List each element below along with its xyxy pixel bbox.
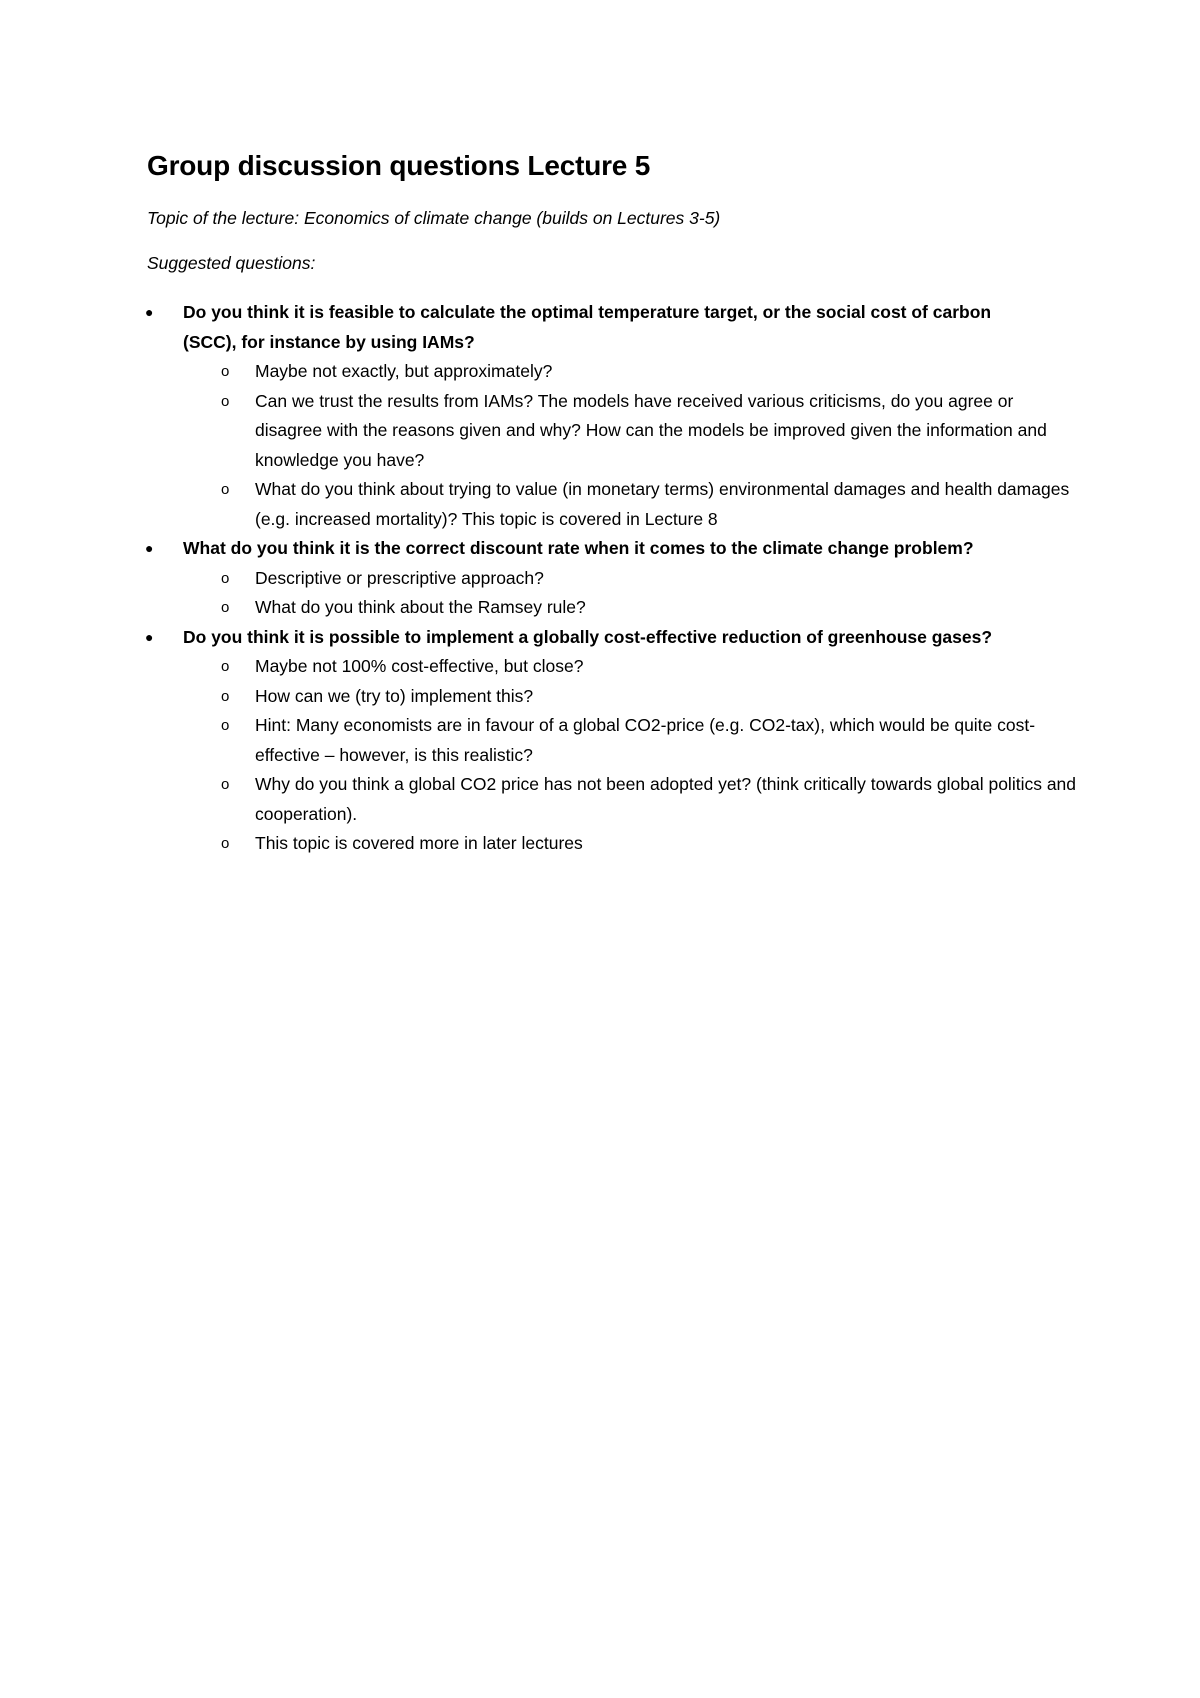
document-title: Group discussion questions Lecture 5 [147, 150, 651, 181]
sub-question-item [147, 829, 1077, 859]
bullet-icon: ● [145, 540, 154, 556]
lecture-topic: Topic of the lecture: Economics of climate change (builds on Lectures 3-5) [147, 208, 721, 228]
question-item-2 [147, 534, 1077, 623]
circle-bullet-icon: o [221, 481, 230, 498]
circle-bullet-icon: o [221, 392, 230, 410]
sub-question-text: What do you think about the Ramsey rule? [255, 597, 586, 617]
circle-bullet-icon: o [221, 363, 230, 380]
sub-question-text: Descriptive or prescriptive approach? [255, 567, 544, 588]
sub-question-item [147, 682, 1077, 712]
question-item-3 [147, 623, 1077, 859]
circle-bullet-icon: o [221, 658, 230, 675]
sub-question-text: Hint: Many economists are in favour of a global CO2-price (e.g. CO2-tax), which would be quite cost-effective – however, is this realistic? [255, 715, 1036, 765]
bullet-icon: ● [145, 628, 154, 645]
circle-bullet-icon: o [221, 569, 230, 587]
suggested-questions-label: Suggested questions: [147, 253, 316, 273]
sub-question-item [147, 652, 1077, 682]
questions-list [147, 298, 1077, 859]
question-text: Do you think it is feasible to calculate the optimal temperature target, or the social cost of carbon (SCC), for instance by using IAMs? [183, 302, 992, 352]
circle-bullet-icon: o [221, 835, 230, 852]
sub-question-text: How can we (try to) implement this? [255, 685, 534, 706]
sub-question-item [147, 357, 1077, 387]
sub-question-text: What do you think about trying to value (in monetary terms) environmental damages and health damages (e.g. increased mortality)? This topic is covered in Lecture 8 [255, 479, 1070, 529]
sub-question-item [147, 387, 1077, 476]
sub-question-list [183, 357, 1077, 534]
sub-question-item [147, 770, 1077, 829]
question-text: Do you think it is possible to implement a globally cost-effective reduction of greenhouse gases? [183, 626, 993, 647]
sub-question-list [183, 652, 1077, 859]
sub-question-item [147, 564, 1077, 594]
sub-question-text: Why do you think a global CO2 price has not been adopted yet? (think critically towards global politics and cooperation). [255, 774, 1077, 824]
sub-question-item [147, 711, 1077, 770]
sub-question-item [147, 593, 1077, 623]
circle-bullet-icon: o [221, 717, 230, 734]
bullet-icon: ● [145, 304, 154, 320]
circle-bullet-icon: o [221, 776, 230, 793]
document-content [145, 148, 1077, 853]
sub-question-text: This topic is covered more in later lectures [255, 833, 583, 853]
sub-question-item [147, 475, 1077, 534]
question-item-1 [147, 298, 1077, 534]
sub-question-list [183, 564, 1077, 623]
circle-bullet-icon: o [221, 687, 230, 705]
sub-question-text: Can we trust the results from IAMs? The models have received various criticisms, do you agree or disagree with the reasons given and why? How can the models be improved given the information and knowledge you have? [255, 390, 1047, 470]
circle-bullet-icon: o [221, 599, 230, 616]
sub-question-text: Maybe not exactly, but approximately? [255, 361, 553, 381]
question-text: What do you think it is the correct discount rate when it comes to the climate change problem? [183, 538, 974, 558]
sub-question-text: Maybe not 100% cost-effective, but close? [255, 656, 584, 676]
